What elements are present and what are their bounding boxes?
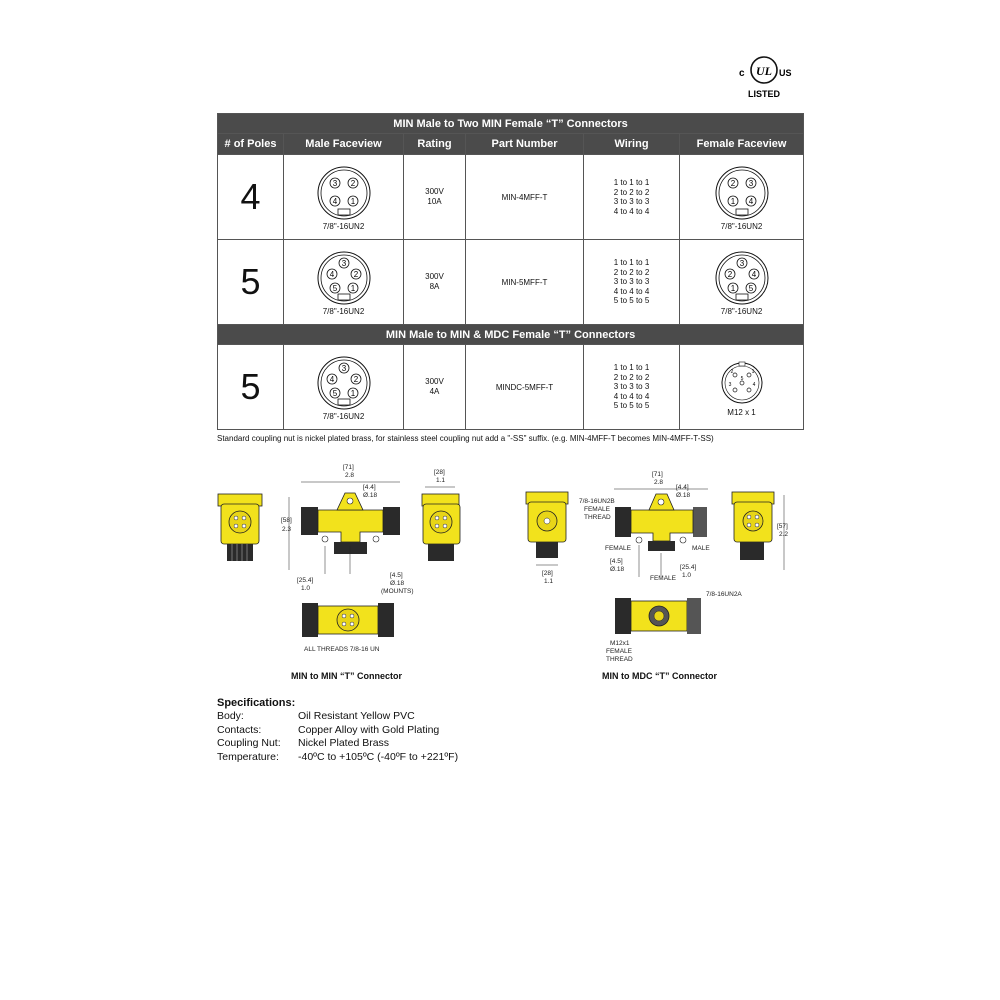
svg-text:3: 3 xyxy=(728,382,731,388)
svg-text:4: 4 xyxy=(329,375,334,384)
rating-voltage: 300V xyxy=(425,272,444,281)
svg-text:3: 3 xyxy=(332,179,337,188)
male-faceview xyxy=(284,240,404,325)
wiring-line: 3 to 3 to 3 xyxy=(613,277,650,287)
dim-base-in: 1.0 xyxy=(301,585,311,592)
specifications-title: Specifications: xyxy=(217,697,296,709)
dim-hole-in: Ø.18 xyxy=(676,492,691,499)
m12-label-line3: THREAD xyxy=(606,656,633,663)
dim-height-in: 2.3 xyxy=(282,526,292,533)
wiring-line: 3 to 3 to 3 xyxy=(613,197,650,206)
wiring-line: 4 to 4 to 4 xyxy=(613,206,650,216)
wiring-line: 5 to 5 to 5 xyxy=(613,296,650,306)
side-view-left-icon xyxy=(526,492,568,558)
dim-width-mm: [71] xyxy=(652,471,663,478)
svg-text:2: 2 xyxy=(730,369,733,375)
ul-mark-c: c xyxy=(739,68,745,79)
spec-key: Contacts: xyxy=(217,723,262,736)
female-label: 7/8"-16UN2 xyxy=(720,307,763,316)
table-row xyxy=(218,345,804,430)
wiring-line: 3 to 3 to 3 xyxy=(613,382,650,392)
svg-text:1: 1 xyxy=(730,197,735,206)
svg-text:1: 1 xyxy=(350,389,355,398)
dim-hole-in: Ø.18 xyxy=(363,492,378,499)
rating-current: 4A xyxy=(429,387,440,396)
spec-value: Copper Alloy with Gold Plating xyxy=(298,723,440,736)
wiring-cell xyxy=(584,155,680,240)
side-view-left-icon xyxy=(218,494,262,561)
rating-current: 8A xyxy=(429,282,440,291)
male-faceview-5pin-icon xyxy=(316,355,372,411)
dim-hole-mm: [4.4] xyxy=(363,484,376,491)
rating-voltage: 300V xyxy=(425,187,444,196)
svg-text:4: 4 xyxy=(332,197,337,206)
spec-key: Coupling Nut: xyxy=(217,737,281,749)
ul-mark-ul: UL xyxy=(756,64,772,78)
svg-text:3: 3 xyxy=(748,179,753,188)
spec-value: Oil Resistant Yellow PVC xyxy=(298,710,415,722)
wiring-line: 4 to 4 to 4 xyxy=(613,391,650,401)
female-faceview-4pin-icon xyxy=(714,165,770,221)
spec-row xyxy=(217,737,458,751)
section1-title: MIN Male to Two MIN Female “T” Connectors xyxy=(218,114,804,134)
dim-width-mm: [71] xyxy=(343,464,354,471)
male-thread-label: 7/8"-16UN2 xyxy=(322,222,365,231)
ul-mark-us: US xyxy=(779,68,792,78)
wiring-line: 1 to 1 to 1 xyxy=(613,363,650,373)
wiring-cell xyxy=(584,240,680,325)
svg-text:3: 3 xyxy=(341,259,346,268)
min-to-mdc-t-drawing xyxy=(518,465,808,665)
dim-side-mm: [28] xyxy=(434,469,445,476)
spec-key: Body: xyxy=(217,710,244,722)
dim-mount-in: Ø.18 xyxy=(390,580,405,587)
dim-height-mm: [57] xyxy=(777,523,788,530)
male-faceview xyxy=(284,345,404,430)
dim-height-mm: [58] xyxy=(281,517,292,524)
poles-count: 5 xyxy=(218,240,284,325)
female-faceview xyxy=(680,345,804,430)
t-connector-bottom-icon xyxy=(615,598,701,634)
header-wiring: Wiring xyxy=(584,134,680,155)
svg-text:4: 4 xyxy=(752,382,755,388)
caption-min-to-mdc: MIN to MDC “T” Connector xyxy=(602,671,717,681)
female-faceview-5pin-icon xyxy=(714,250,770,306)
dim-base-in: 1.0 xyxy=(682,572,692,579)
header-part-number: Part Number xyxy=(466,134,584,155)
svg-text:2: 2 xyxy=(353,270,358,279)
part-number: MIN-5MFF-T xyxy=(466,240,584,325)
rating-cell xyxy=(404,345,466,430)
male-faceview-5pin-icon xyxy=(316,250,372,306)
svg-text:1: 1 xyxy=(751,369,754,375)
part-number: MINDC-5MFF-T xyxy=(466,345,584,430)
caption-min-to-min: MIN to MIN “T” Connector xyxy=(291,671,402,681)
dim-side-in: 1.1 xyxy=(436,477,446,484)
dim-width-in: 2.8 xyxy=(654,479,664,486)
spec-row xyxy=(217,751,458,765)
t-connector-front-icon xyxy=(301,493,400,554)
header-female-faceview: Female Faceview xyxy=(680,134,804,155)
label-female-bottom: FEMALE xyxy=(650,575,677,582)
female-label: M12 x 1 xyxy=(727,408,756,417)
rating-voltage: 300V xyxy=(425,377,444,386)
svg-text:3: 3 xyxy=(739,259,744,268)
dim-side-in: 1.1 xyxy=(544,578,554,585)
dim-base-mm: [25.4] xyxy=(680,564,697,571)
threads-note: ALL THREADS 7/8-16 UN xyxy=(304,646,380,653)
male-thread-label: 7/8"-16UN2 xyxy=(322,307,365,316)
dim-mount-in: Ø.18 xyxy=(610,566,625,573)
dim-width-in: 2.8 xyxy=(345,472,355,479)
rating-current: 10A xyxy=(427,197,442,206)
svg-text:1: 1 xyxy=(350,284,355,293)
label-female-left: FEMALE xyxy=(605,545,632,552)
connector-spec-table xyxy=(217,113,804,430)
male-faceview xyxy=(284,155,404,240)
svg-text:5: 5 xyxy=(740,376,743,382)
table-footnote: Standard coupling nut is nickel plated brass, for stainless steel coupling nut add a "-SS" suffix. (e.g. MIN-4MFF-T becomes MIN-4MFF-T-SS) xyxy=(217,434,714,443)
svg-text:5: 5 xyxy=(748,284,753,293)
wiring-line: 1 to 1 to 1 xyxy=(613,258,650,268)
m12-label-line2: FEMALE xyxy=(606,648,633,655)
table-row xyxy=(218,155,804,240)
spec-row xyxy=(217,724,458,738)
spec-value: -40ºC to +105ºC (-40ºF to +221ºF) xyxy=(298,750,459,763)
m12-label-line1: M12x1 xyxy=(610,640,630,647)
side-view-right-icon xyxy=(732,492,774,560)
svg-text:2: 2 xyxy=(730,179,735,188)
min-to-min-t-drawing xyxy=(215,460,465,660)
wiring-line: 1 to 1 to 1 xyxy=(613,178,650,187)
thread-label-line3: THREAD xyxy=(584,514,611,521)
section2-title: MIN Male to MIN & MDC Female “T” Connectors xyxy=(218,325,804,345)
spec-row xyxy=(217,710,458,724)
header-rating: Rating xyxy=(404,134,466,155)
spec-value: Nickel Plated Brass xyxy=(298,737,390,749)
svg-text:1: 1 xyxy=(350,197,355,206)
male-faceview-4pin-icon xyxy=(316,165,372,221)
male-thread-label: 7/8"-16UN2 xyxy=(322,412,365,421)
wiring-line: 4 to 4 to 4 xyxy=(613,286,650,296)
female-faceview xyxy=(680,240,804,325)
dim-mount-label: (MOUNTS) xyxy=(381,588,414,595)
female-faceview-m12-icon xyxy=(718,359,766,407)
female-label: 7/8"-16UN2 xyxy=(720,222,763,231)
svg-text:2: 2 xyxy=(350,179,355,188)
part-number: MIN-4MFF-T xyxy=(466,155,584,240)
svg-text:2: 2 xyxy=(727,270,732,279)
female-faceview xyxy=(680,155,804,240)
specifications xyxy=(217,697,458,764)
spec-key: Temperature: xyxy=(217,750,279,763)
svg-text:4: 4 xyxy=(329,270,334,279)
svg-text:3: 3 xyxy=(341,364,346,373)
label-male: MALE xyxy=(692,545,710,552)
dim-mount-mm: [4.5] xyxy=(610,558,623,565)
wiring-line: 2 to 2 to 2 xyxy=(613,187,650,197)
dim-hole-mm: [4.4] xyxy=(676,484,689,491)
svg-text:2: 2 xyxy=(353,375,358,384)
svg-text:5: 5 xyxy=(332,284,337,293)
thread-label-line2: FEMALE xyxy=(584,506,611,513)
side-view-right-icon xyxy=(422,494,460,561)
t-connector-front-icon xyxy=(615,494,707,551)
rating-cell xyxy=(404,240,466,325)
svg-text:4: 4 xyxy=(751,270,756,279)
poles-count: 5 xyxy=(218,345,284,430)
wiring-line: 2 to 2 to 2 xyxy=(613,267,650,277)
t-connector-bottom-icon xyxy=(302,603,394,637)
svg-text:5: 5 xyxy=(332,389,337,398)
ul-mark-listed: LISTED xyxy=(747,89,781,99)
table-row xyxy=(218,240,804,325)
poles-count: 4 xyxy=(218,155,284,240)
thread-label-2: 7/8-16UN2A xyxy=(706,591,742,598)
header-poles: # of Poles xyxy=(218,134,284,155)
wiring-cell xyxy=(584,345,680,430)
rating-cell xyxy=(404,155,466,240)
dim-side-mm: [28] xyxy=(542,570,553,577)
wiring-line: 5 to 5 to 5 xyxy=(613,401,650,411)
svg-text:1: 1 xyxy=(730,284,735,293)
wiring-line: 2 to 2 to 2 xyxy=(613,372,650,382)
header-male-faceview: Male Faceview xyxy=(284,134,404,155)
dim-mount-mm: [4.5] xyxy=(390,572,403,579)
svg-text:4: 4 xyxy=(748,197,753,206)
dim-base-mm: [25.4] xyxy=(297,577,314,584)
dim-height-in: 2.2 xyxy=(779,531,789,538)
thread-label-line1: 7/8-16UN2B xyxy=(579,498,615,505)
ul-listed-logo xyxy=(733,52,795,102)
